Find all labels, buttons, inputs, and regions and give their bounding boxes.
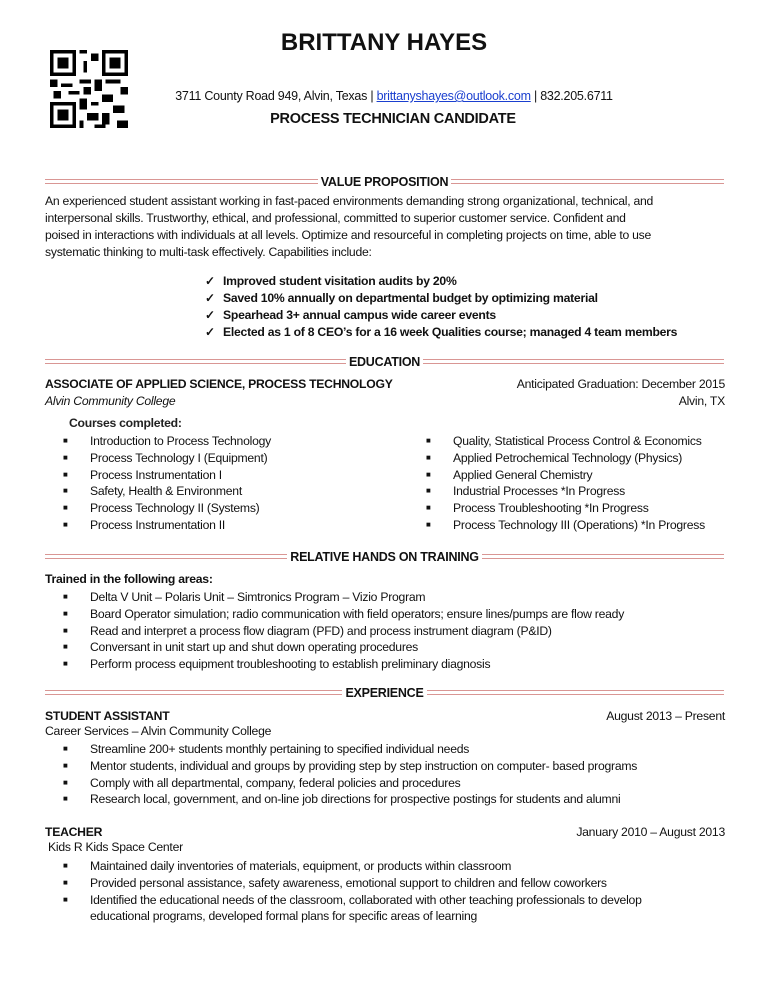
courses-left-list	[63, 433, 271, 534]
address: 3711 County Road 949, Alvin, Texas |	[175, 89, 374, 103]
degree: ASSOCIATE OF APPLIED SCIENCE, PROCESS TECHNOLOGY	[45, 377, 393, 391]
square-bullet-icon: ■	[63, 659, 68, 669]
job-duties-list	[63, 741, 637, 808]
section-divider-value	[45, 175, 724, 188]
section-divider-education	[45, 355, 724, 368]
square-bullet-icon: ■	[426, 452, 431, 462]
square-bullet-icon: ■	[63, 744, 68, 753]
training-list	[63, 589, 624, 673]
candidate-name: BRITTANY HAYES	[280, 29, 488, 56]
training-intro: Trained in the following areas:	[45, 572, 213, 586]
square-bullet-icon: ■	[426, 503, 431, 513]
list-item: ■ Conversant in unit start up and shut down operating procedures	[63, 640, 418, 655]
phone: | 832.205.6711	[533, 89, 613, 103]
job-organization: Kids R Kids Space Center	[48, 840, 183, 854]
square-bullet-icon: ■	[63, 519, 68, 529]
square-bullet-icon: ■	[63, 436, 68, 445]
list-item: ■ Process Technology II (Systems)	[63, 501, 260, 516]
square-bullet-icon: ■	[426, 436, 431, 445]
list-item: ■ Process Technology I (Equipment)	[63, 450, 268, 465]
list-item: ■ Streamline 200+ students monthly pertaining to specified individual needs	[63, 742, 470, 756]
checkmark-icon: ✓	[205, 291, 215, 305]
list-item: educational programs, developed formal plans for specific areas of learning	[90, 909, 478, 924]
list-item: ■ Quality, Statistical Process Control & Economics	[426, 434, 702, 448]
graduation-date: Anticipated Graduation: December 2015	[516, 377, 725, 391]
list-item: ■ Process Technology III (Operations) *In Progress	[426, 517, 705, 532]
square-bullet-icon: ■	[63, 760, 68, 770]
courses-label: Courses completed:	[69, 416, 182, 430]
school: Alvin Community College	[45, 394, 176, 408]
para-line: An experienced student assistant working in fast-paced environments demanding strong organizational, technical, and	[45, 194, 654, 208]
list-item: ■ Delta V Unit – Polaris Unit – Simtronics Program – Vizio Program	[63, 590, 426, 604]
square-bullet-icon: ■	[63, 794, 68, 804]
list-item: ✓ Elected as 1 of 8 CEO’s for a 16 week Qualities course; managed 4 team members	[205, 325, 678, 339]
checkmark-icon: ✓	[205, 325, 215, 339]
square-bullet-icon: ■	[63, 894, 68, 904]
square-bullet-icon: ■	[63, 486, 68, 496]
square-bullet-icon: ■	[63, 642, 68, 652]
list-item: ✓ Spearhead 3+ annual campus wide career events	[205, 308, 496, 322]
email-link[interactable]: brittanyshayes@outlook.com	[376, 89, 531, 103]
list-item: ■ Board Operator simulation; radio communication with field operators; ensure lines/pumps are flow ready	[63, 606, 625, 621]
job-dates: August 2013 – Present	[606, 709, 725, 723]
list-item: ■ Process Instrumentation II	[63, 517, 226, 532]
courses-right-list	[426, 433, 705, 534]
square-bullet-icon: ■	[63, 777, 68, 787]
square-bullet-icon: ■	[426, 469, 431, 479]
square-bullet-icon: ■	[63, 861, 68, 870]
square-bullet-icon: ■	[63, 608, 68, 618]
list-item: ✓ Improved student visitation audits by 20%	[205, 274, 457, 288]
list-item: ■ Comply with all departmental, company, federal policies and procedures	[63, 775, 461, 790]
section-heading: EDUCATION	[348, 354, 421, 369]
square-bullet-icon: ■	[426, 486, 431, 496]
checkmark-icon: ✓	[205, 308, 215, 322]
list-item: ■ Applied Petrochemical Technology (Physics)	[426, 450, 683, 465]
checkmark-icon: ✓	[205, 274, 215, 288]
candidate-title: PROCESS TECHNICIAN CANDIDATE	[270, 111, 516, 127]
section-heading: EXPERIENCE	[345, 685, 424, 700]
list-item: ■ Read and interpret a process flow diagram (PFD) and process instrument diagram (P&ID)	[63, 623, 552, 638]
list-item: ■ Applied General Chemistry	[426, 467, 593, 482]
list-item: ■ Process Troubleshooting *In Progress	[426, 501, 649, 516]
square-bullet-icon: ■	[426, 519, 431, 529]
list-item: ■ Identified the educational needs of the classroom, collaborated with other teaching professionals to develop	[63, 892, 642, 907]
job-duties-list	[63, 858, 642, 925]
section-divider-experience	[45, 686, 724, 699]
capabilities-list	[205, 273, 677, 341]
school-location: Alvin, TX	[678, 394, 725, 408]
list-item: ■ Maintained daily inventories of materials, equipment, or products within classroom	[63, 859, 512, 873]
job-dates: January 2010 – August 2013	[576, 825, 725, 839]
list-item: ■ Perform process equipment troubleshooting to establish preliminary diagnosis	[63, 657, 491, 672]
section-heading: RELATIVE HANDS ON TRAINING	[290, 549, 479, 564]
list-item: ■ Mentor students, individual and groups by providing step by step instruction on computer- based programs	[63, 758, 638, 773]
value-paragraph	[45, 193, 725, 261]
square-bullet-icon: ■	[63, 452, 68, 462]
para-line: poised in interactions with individuals at all levels. Optimize and resourceful in completing projects on time, able to use	[45, 228, 652, 242]
section-heading: VALUE PROPOSITION	[320, 174, 449, 189]
square-bullet-icon: ■	[63, 503, 68, 513]
list-item: ✓ Saved 10% annually on departmental budget by optimizing material	[205, 291, 598, 305]
para-line: interpersonal skills. Trustworthy, ethical, and professional, committed to superior customer service. Confident and	[45, 211, 626, 225]
job-title: TEACHER	[45, 825, 103, 839]
square-bullet-icon: ■	[63, 469, 68, 479]
square-bullet-icon: ■	[63, 592, 68, 601]
list-item: ■ Provided personal assistance, safety awareness, emotional support to children and fellow coworkers	[63, 875, 607, 890]
list-item: ■ Process Instrumentation I	[63, 467, 222, 482]
section-divider-training	[45, 550, 724, 563]
list-item: ■ Introduction to Process Technology	[63, 434, 271, 448]
job-title: STUDENT ASSISTANT	[45, 709, 170, 723]
job-organization: Career Services – Alvin Community College	[45, 724, 272, 738]
list-item: ■ Safety, Health & Environment	[63, 484, 242, 499]
contact-line	[0, 89, 768, 103]
list-item: ■ Industrial Processes *In Progress	[426, 484, 625, 499]
square-bullet-icon: ■	[63, 877, 68, 887]
list-item: ■ Research local, government, and on-line job directions for prospective postings for students and alumni	[63, 792, 621, 807]
square-bullet-icon: ■	[63, 625, 68, 635]
para-line: systematic thinking to multi-task effectively. Capabilities include:	[45, 245, 372, 259]
